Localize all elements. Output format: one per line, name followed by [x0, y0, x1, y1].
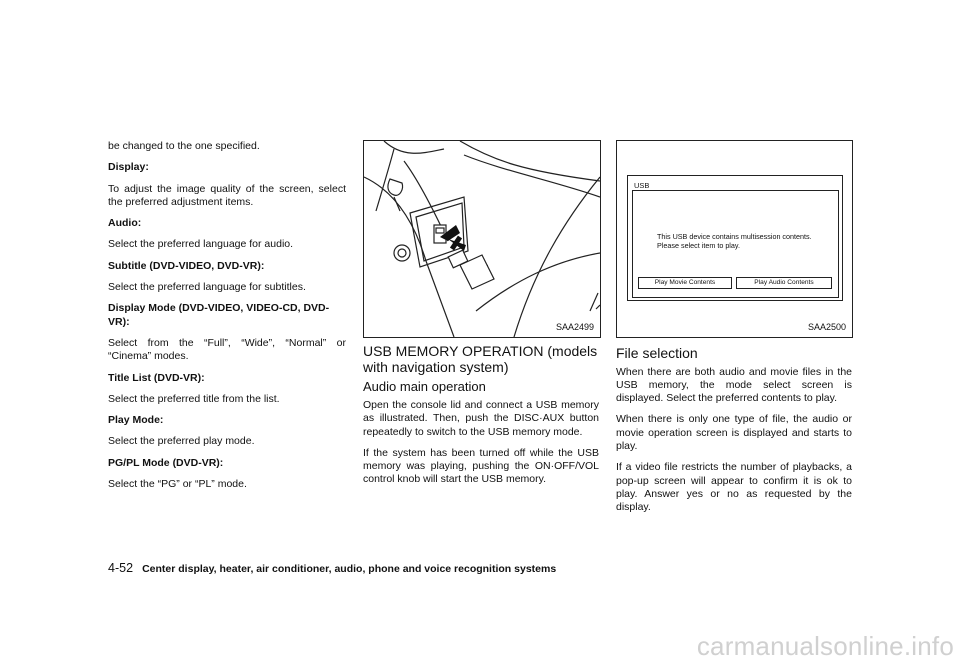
- screen-message: [657, 233, 812, 250]
- subtitle-text: Select the preferred language for subtitles.: [108, 281, 306, 294]
- figure-code: SAA2500: [807, 321, 846, 332]
- play-mode-label: Play Mode:: [108, 414, 164, 427]
- screen-message-line-2: Please select item to play.: [657, 240, 740, 250]
- screen-message-line-1: This USB device contains multisession contents.: [657, 232, 812, 241]
- file-selection-heading: File selection: [616, 345, 698, 361]
- paragraph-1: When there are both audio and movie files in the USB memory, the mode select screen is displayed. Select the preferred contents to play.: [616, 365, 852, 405]
- subtitle-label: Subtitle (DVD-VIDEO, DVD-VR):: [108, 259, 265, 272]
- title-list-label: Title List (DVD-VR):: [108, 371, 205, 384]
- title-list-text: Select the preferred title from the list.: [108, 392, 280, 405]
- column-2: [363, 140, 599, 495]
- console-usb-illustration: [364, 141, 600, 337]
- column-1: [108, 140, 346, 499]
- screen-title: USB: [634, 181, 650, 190]
- column-3: [616, 140, 852, 522]
- pgpl-mode-text: Select the “PG” or “PL” mode.: [108, 478, 247, 491]
- display-text: To adjust the image quality of the screen, select the preferred adjustment items.: [108, 182, 346, 208]
- play-movie-contents-button[interactable]: Play Movie Contents: [638, 277, 732, 289]
- usb-connection-figure: [363, 140, 601, 338]
- display-label: Display:: [108, 161, 149, 174]
- page-footer: [108, 561, 556, 575]
- intro-text: be changed to the one specified.: [108, 140, 260, 152]
- play-audio-contents-button[interactable]: Play Audio Contents: [736, 277, 832, 289]
- display-mode-label: Display Mode (DVD-VIDEO, VIDEO-CD, DVD-VR):: [108, 302, 330, 328]
- display-mode-text: Select from the “Full”, “Wide”, “Normal” or “Cinema” modes.: [108, 336, 346, 363]
- paragraph-2: If the system has been turned off while the USB memory was playing, pushing the ON·OFF/VOL control knob will start the USB memory.: [363, 446, 599, 486]
- mode-select-screen: [627, 175, 843, 301]
- page-number: 4-52: [108, 561, 134, 575]
- audio-label: Audio:: [108, 217, 142, 230]
- usb-screen-figure: [616, 140, 853, 338]
- play-mode-text: Select the preferred play mode.: [108, 435, 255, 448]
- subsection-heading: Audio main operation: [363, 379, 486, 394]
- pgpl-mode-label: PG/PL Mode (DVD-VR):: [108, 456, 224, 469]
- audio-text: Select the preferred language for audio.: [108, 238, 294, 251]
- section-heading: USB MEMORY OPERATION (models with navigation system): [363, 343, 598, 375]
- screen-dialog: [632, 190, 839, 298]
- paragraph-1: Open the console lid and connect a USB memory as illustrated. Then, push the DISC·AUX button repeatedly to switch to the USB memory mode.: [363, 399, 599, 438]
- figure-code: SAA2499: [555, 321, 594, 332]
- chapter-title: Center display, heater, air conditioner, audio, phone and voice recognition systems: [142, 563, 557, 575]
- watermark: carmanualsonline.info: [696, 631, 954, 661]
- paragraph-3: If a video file restricts the number of playbacks, a pop-up screen will appear to confirm it is ok to play. Answer yes or no as requested by the display.: [616, 461, 852, 514]
- paragraph-2: When there is only one type of file, the audio or movie operation screen is displayed and starts to play.: [616, 413, 852, 452]
